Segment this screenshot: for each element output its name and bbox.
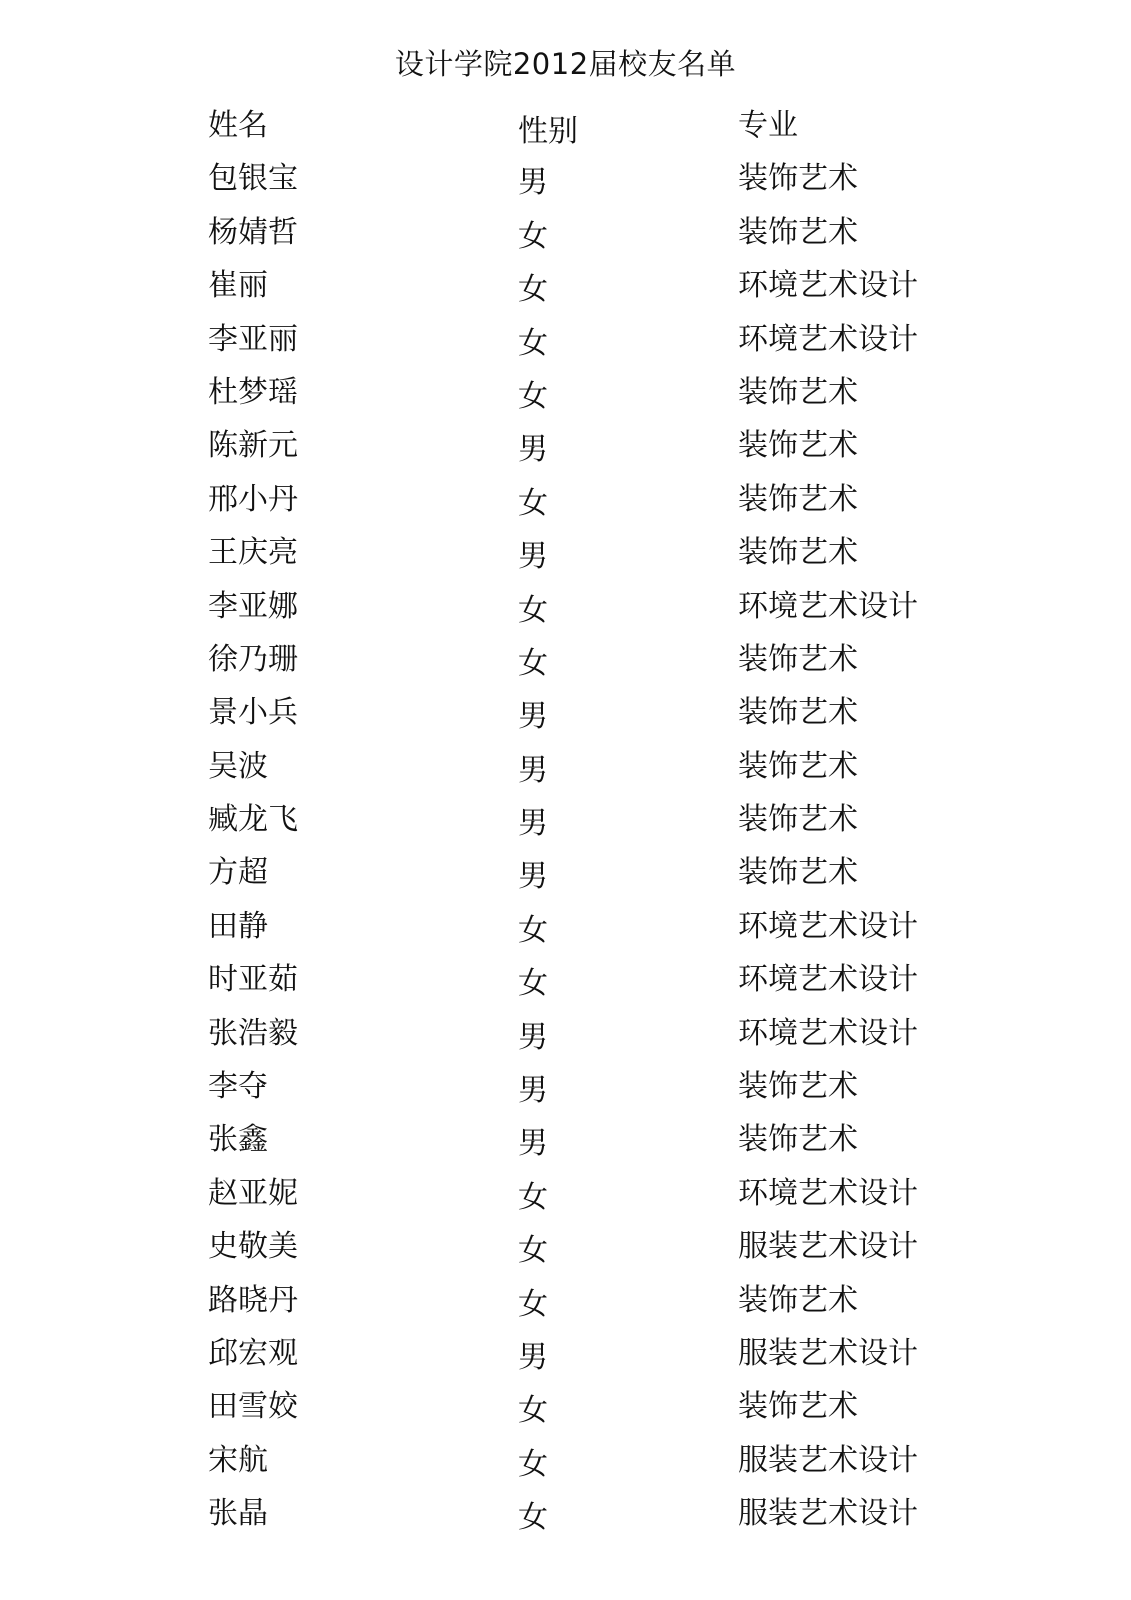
table-row [0,1385,1131,1438]
table-row [0,1225,1131,1278]
table-row [0,531,1131,584]
major-cell: 服装艺术设计 [738,1442,918,1478]
major-cell: 装饰艺术 [738,374,858,410]
table-row [0,905,1131,958]
table-row [0,851,1131,904]
table-row [0,1492,1131,1545]
name-cell: 赵亚妮 [208,1175,298,1211]
major-cell: 环境艺术设计 [738,321,918,357]
gender-cell: 男 [518,1339,548,1375]
table-row [0,1012,1131,1065]
name-cell: 崔丽 [208,268,268,304]
name-cell: 田静 [208,908,268,944]
major-cell: 装饰艺术 [738,1282,858,1318]
gender-cell: 女 [518,272,548,308]
gender-cell: 女 [518,1286,548,1322]
document-title: 设计学院2012届校友名单 [394,47,737,81]
major-cell: 服装艺术设计 [738,1229,918,1265]
gender-cell: 女 [518,325,548,361]
gender-cell: 女 [518,378,548,414]
gender-cell: 女 [518,218,548,254]
major-cell: 装饰艺术 [738,481,858,517]
name-cell: 陈新元 [208,428,298,464]
name-cell: 邱宏观 [208,1335,298,1371]
major-cell: 环境艺术设计 [738,268,918,304]
table-row [0,1279,1131,1332]
major-cell: 装饰艺术 [738,535,858,571]
name-cell: 杜梦瑶 [208,374,298,410]
name-cell: 吴波 [208,748,268,784]
table-row [0,798,1131,851]
table-row [0,264,1131,317]
table-row [0,691,1131,744]
major-cell: 装饰艺术 [738,695,858,731]
gender-cell: 女 [518,912,548,948]
major-cell: 环境艺术设计 [738,588,918,624]
table-row [0,424,1131,477]
header-major: 专业 [738,108,798,143]
gender-cell: 男 [518,165,548,201]
gender-cell: 男 [518,1073,548,1109]
major-cell: 装饰艺术 [738,428,858,464]
major-cell: 环境艺术设计 [738,962,918,998]
table-row [0,1172,1131,1225]
table-row [0,1065,1131,1118]
table-row [0,371,1131,424]
table-row [0,638,1131,691]
table-row [0,745,1131,798]
gender-cell: 女 [518,1393,548,1429]
major-cell: 装饰艺术 [738,748,858,784]
name-cell: 张浩毅 [208,1015,298,1051]
major-cell: 装饰艺术 [738,641,858,677]
name-cell: 方超 [208,855,268,891]
gender-cell: 男 [518,432,548,468]
name-cell: 张鑫 [208,1122,268,1158]
name-cell: 徐乃珊 [208,641,298,677]
header-gender: 性别 [518,114,578,149]
gender-cell: 男 [518,1019,548,1055]
name-cell: 王庆亮 [208,535,298,571]
gender-cell: 男 [518,1126,548,1162]
name-cell: 田雪姣 [208,1389,298,1425]
major-cell: 服装艺术设计 [738,1496,918,1532]
gender-cell: 女 [518,966,548,1002]
gender-cell: 男 [518,806,548,842]
name-cell: 杨婧哲 [208,214,298,250]
gender-cell: 女 [518,1233,548,1269]
name-cell: 邢小丹 [208,481,298,517]
name-cell: 张晶 [208,1496,268,1532]
major-cell: 环境艺术设计 [738,1015,918,1051]
major-cell: 环境艺术设计 [738,908,918,944]
table-row [0,1439,1131,1492]
table-row [0,478,1131,531]
name-cell: 李亚娜 [208,588,298,624]
gender-cell: 女 [518,1179,548,1215]
gender-cell: 男 [518,699,548,735]
gender-cell: 男 [518,752,548,788]
table-row [0,1118,1131,1171]
major-cell: 装饰艺术 [738,1069,858,1105]
major-cell: 装饰艺术 [738,802,858,838]
header-name: 姓名 [208,108,268,143]
gender-cell: 女 [518,592,548,628]
major-cell: 装饰艺术 [738,855,858,891]
name-cell: 景小兵 [208,695,298,731]
alumni-table [0,104,1131,1546]
table-row [0,585,1131,638]
gender-cell: 女 [518,485,548,521]
table-row [0,318,1131,371]
table-row [0,1332,1131,1385]
name-cell: 李夺 [208,1069,268,1105]
name-cell: 宋航 [208,1442,268,1478]
name-cell: 李亚丽 [208,321,298,357]
gender-cell: 女 [518,645,548,681]
major-cell: 环境艺术设计 [738,1175,918,1211]
gender-cell: 男 [518,539,548,575]
gender-cell: 女 [518,1500,548,1536]
table-row [0,958,1131,1011]
major-cell: 装饰艺术 [738,1389,858,1425]
table-header-row [0,104,1131,157]
table-row [0,157,1131,210]
major-cell: 装饰艺术 [738,161,858,197]
name-cell: 包银宝 [208,161,298,197]
name-cell: 史敬美 [208,1229,298,1265]
gender-cell: 女 [518,1446,548,1482]
name-cell: 时亚茹 [208,962,298,998]
name-cell: 路晓丹 [208,1282,298,1318]
major-cell: 服装艺术设计 [738,1335,918,1371]
name-cell: 臧龙飞 [208,802,298,838]
major-cell: 装饰艺术 [738,214,858,250]
major-cell: 装饰艺术 [738,1122,858,1158]
table-row [0,211,1131,264]
gender-cell: 男 [518,859,548,895]
